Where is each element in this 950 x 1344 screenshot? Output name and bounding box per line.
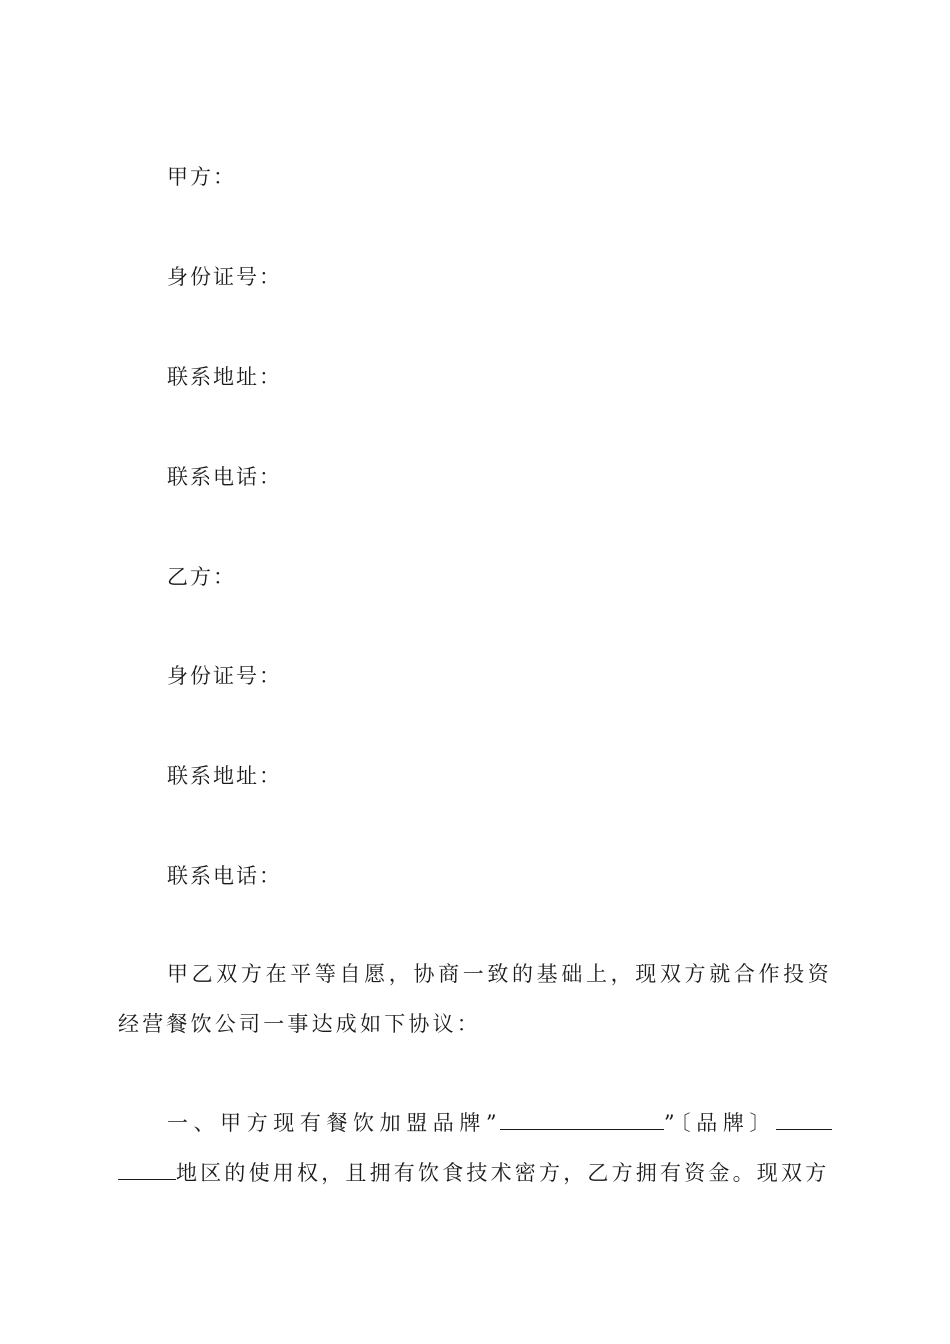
party-b-label: 乙方： [167,565,236,589]
party-a-id-label: 身份证号： [167,265,282,289]
party-a-label: 甲方： [167,165,236,189]
party-b-address-label: 联系地址： [167,764,282,788]
clause-one-paragraph [118,1098,832,1198]
party-a-phone-label: 联系电话： [167,465,282,489]
brand-name-blank [500,1105,664,1130]
party-b-phone-label: 联系电话： [167,864,282,888]
clause-one-text-brand: ”〔品牌〕 [663,1111,776,1135]
party-b-id-label: 身份证号： [167,664,282,688]
region-blank-1 [776,1105,832,1130]
clause-one-text-end: 地区的使用权，且拥有饮食技术密方，乙方拥有资金。现双方 [176,1161,830,1185]
clause-one-text-start: 一、甲方现有餐饮加盟品牌” [167,1111,500,1135]
region-blank-2 [118,1155,176,1180]
intro-paragraph: 甲乙双方在平等自愿，协商一致的基础上，现双方就合作投资经营餐饮公司一事达成如下协议： [118,962,832,1036]
party-a-address-label: 联系地址： [167,365,282,389]
